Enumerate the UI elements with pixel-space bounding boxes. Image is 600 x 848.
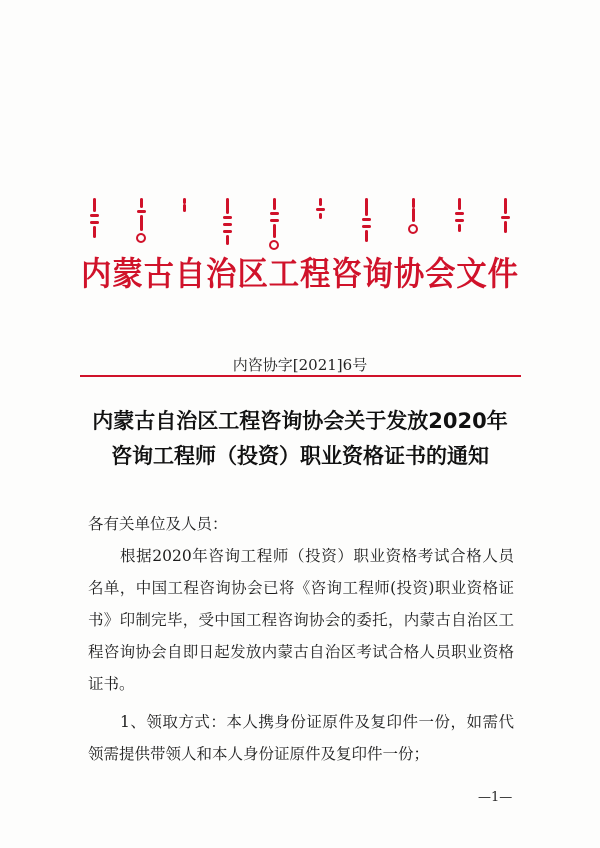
document-number: 内咨协字[2021]6号 — [232, 356, 368, 374]
mongolian-word-glyph — [408, 198, 418, 234]
salutation: 各有关单位及人员： — [88, 515, 228, 533]
mongolian-script-header — [90, 198, 510, 244]
red-divider-line — [80, 375, 521, 377]
notice-title-line-1: 内蒙古自治区工程咨询协会关于发放2020年 — [92, 409, 508, 433]
mongolian-word-glyph — [455, 198, 464, 232]
notice-title — [60, 404, 540, 474]
notice-title-line-2: 咨询工程师（投资）职业资格证书的通知 — [111, 444, 489, 468]
mongolian-word-glyph — [362, 198, 371, 242]
mongolian-word-glyph — [316, 198, 325, 219]
body-paragraph-2: 1、领取方式：本人携身份证原件及复印件一份，如需代领需提供带领人和本人身份证原件及复印件一份； — [88, 713, 514, 763]
organization-header-title: 内蒙古自治区工程咨询协会文件 — [81, 254, 519, 293]
body-paragraph-1: 根据2020年咨询工程师（投资）职业资格考试合格人员名单，中国工程咨询协会已将《咨询工程师(投资)职业资格证书》印制完毕，受中国工程咨询协会的委托，内蒙古自治区工程咨询协会自即日起发放内蒙古自治区考试合格人员职业资格证书。 — [88, 547, 514, 693]
mongolian-word-glyph — [136, 198, 146, 243]
mongolian-word-glyph — [269, 198, 279, 250]
mongolian-word-glyph — [223, 198, 232, 245]
mongolian-word-glyph — [501, 198, 510, 233]
mongolian-word-glyph — [183, 198, 186, 212]
page-number: —1— — [478, 790, 513, 805]
mongolian-word-glyph — [90, 198, 99, 238]
